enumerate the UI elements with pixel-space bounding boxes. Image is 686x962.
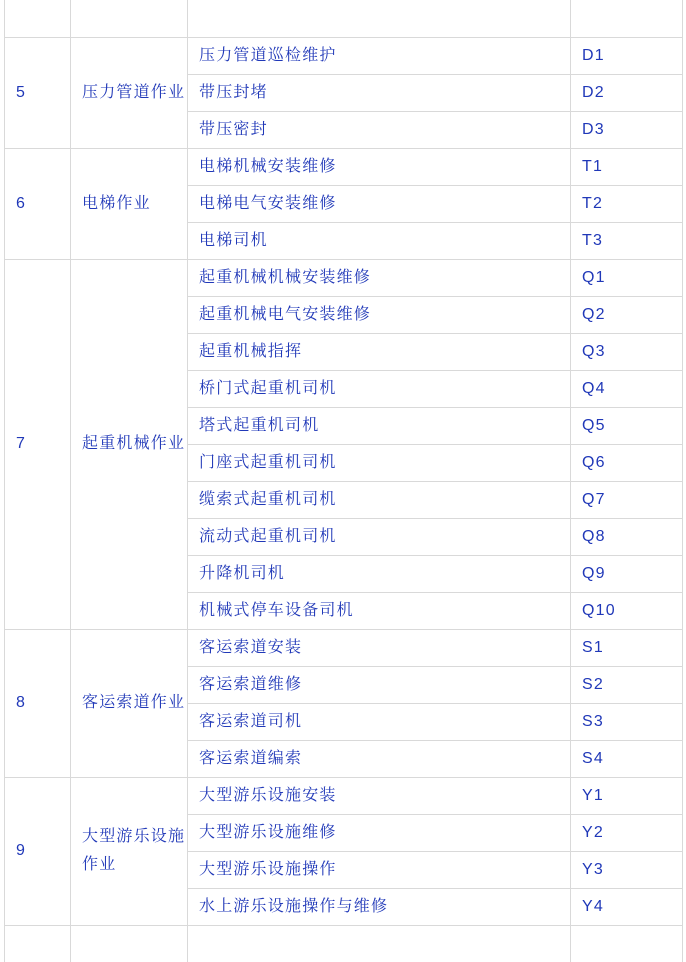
item-code: Q9 — [571, 555, 683, 592]
item-name: 带压密封 — [188, 111, 571, 148]
item-code: T2 — [571, 185, 683, 222]
empty-cell — [571, 925, 683, 962]
item-name: 客运索道司机 — [188, 703, 571, 740]
table-row — [5, 148, 683, 185]
item-name: 电梯电气安装维修 — [188, 185, 571, 222]
item-name: 机械式停车设备司机 — [188, 592, 571, 629]
item-name: 塔式起重机司机 — [188, 407, 571, 444]
item-code: T1 — [571, 148, 683, 185]
item-name: 大型游乐设施操作 — [188, 851, 571, 888]
item-name: 客运索道编索 — [188, 740, 571, 777]
item-code: Q1 — [571, 259, 683, 296]
section-number: 6 — [5, 148, 71, 259]
table-body — [5, 0, 683, 962]
section-category: 电梯作业 — [71, 148, 188, 259]
item-name: 大型游乐设施安装 — [188, 777, 571, 814]
section-category: 压力管道作业 — [71, 37, 188, 148]
certification-table — [4, 0, 683, 962]
item-code: S4 — [571, 740, 683, 777]
table-row — [5, 37, 683, 74]
clipped-row-bottom — [5, 925, 683, 962]
item-code: S3 — [571, 703, 683, 740]
section-number: 5 — [5, 37, 71, 148]
item-name: 客运索道维修 — [188, 666, 571, 703]
section-category: 起重机械作业 — [71, 259, 188, 629]
empty-cell — [5, 925, 71, 962]
clipped-row-top — [5, 0, 683, 37]
item-code: T3 — [571, 222, 683, 259]
item-name: 起重机械电气安装维修 — [188, 296, 571, 333]
item-name: 客运索道安装 — [188, 629, 571, 666]
item-name: 桥门式起重机司机 — [188, 370, 571, 407]
item-code: Q2 — [571, 296, 683, 333]
item-name: 电梯机械安装维修 — [188, 148, 571, 185]
empty-cell — [571, 0, 683, 37]
item-code: Y3 — [571, 851, 683, 888]
empty-cell — [188, 0, 571, 37]
item-code: Q10 — [571, 592, 683, 629]
item-name: 水上游乐设施操作与维修 — [188, 888, 571, 925]
item-name: 起重机械指挥 — [188, 333, 571, 370]
item-code: Q5 — [571, 407, 683, 444]
item-name: 起重机械机械安装维修 — [188, 259, 571, 296]
item-code: D2 — [571, 74, 683, 111]
item-code: D1 — [571, 37, 683, 74]
item-name: 流动式起重机司机 — [188, 518, 571, 555]
item-name: 带压封堵 — [188, 74, 571, 111]
item-code: Q7 — [571, 481, 683, 518]
section-number: 9 — [5, 777, 71, 925]
item-code: Q6 — [571, 444, 683, 481]
section-number: 7 — [5, 259, 71, 629]
item-code: Q3 — [571, 333, 683, 370]
certification-table-container — [4, 0, 682, 962]
item-code: S2 — [571, 666, 683, 703]
item-name: 压力管道巡检维护 — [188, 37, 571, 74]
item-code: Q8 — [571, 518, 683, 555]
section-number: 8 — [5, 629, 71, 777]
empty-cell — [71, 0, 188, 37]
item-code: Q4 — [571, 370, 683, 407]
item-name: 电梯司机 — [188, 222, 571, 259]
item-name: 门座式起重机司机 — [188, 444, 571, 481]
table-row — [5, 629, 683, 666]
item-code: Y4 — [571, 888, 683, 925]
item-name: 升降机司机 — [188, 555, 571, 592]
empty-cell — [5, 0, 71, 37]
empty-cell — [188, 925, 571, 962]
empty-cell — [71, 925, 188, 962]
table-row — [5, 777, 683, 814]
item-name: 大型游乐设施维修 — [188, 814, 571, 851]
item-code: S1 — [571, 629, 683, 666]
section-category: 大型游乐设施作业 — [71, 777, 188, 925]
item-code: Y2 — [571, 814, 683, 851]
section-category: 客运索道作业 — [71, 629, 188, 777]
item-code: D3 — [571, 111, 683, 148]
item-name: 缆索式起重机司机 — [188, 481, 571, 518]
item-code: Y1 — [571, 777, 683, 814]
table-row — [5, 259, 683, 296]
